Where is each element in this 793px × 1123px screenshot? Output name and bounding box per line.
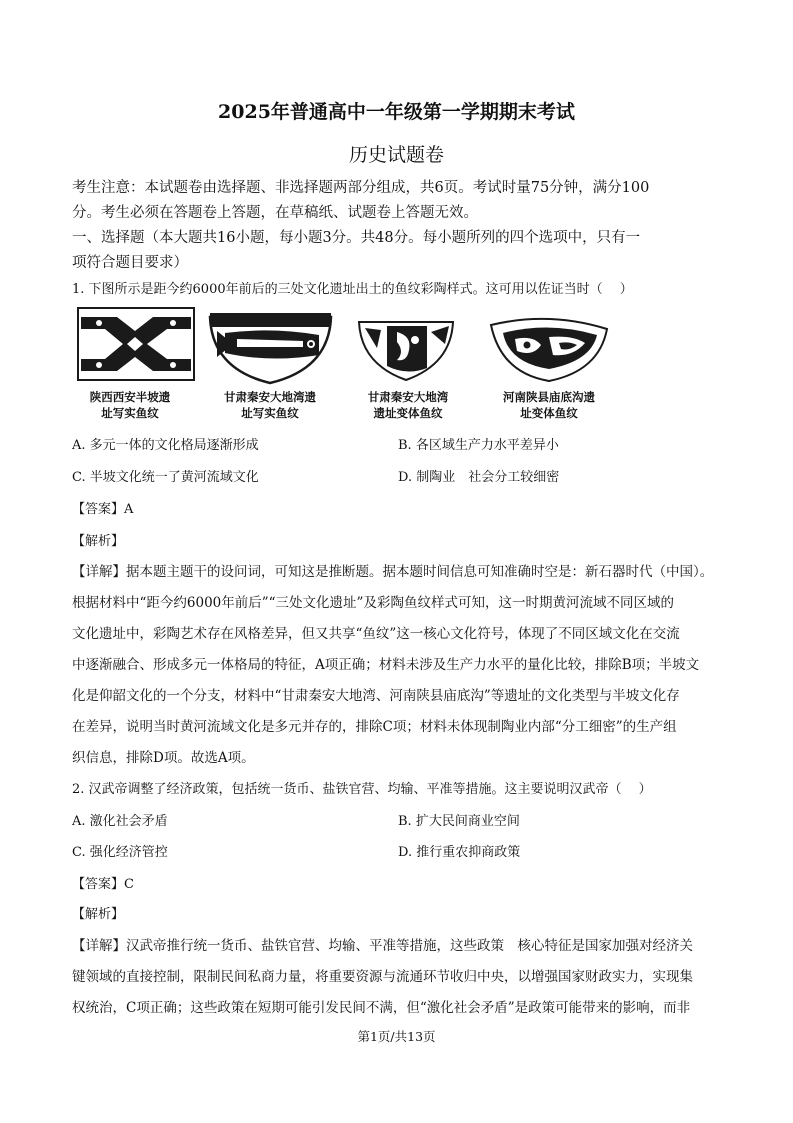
pottery-4-caption	[474, 389, 624, 421]
section-heading-line-2: 项符合题目要求）	[72, 255, 188, 271]
exam-subtitle: 历史试题卷	[348, 144, 444, 166]
fish-pattern-pottery-4-icon	[489, 317, 609, 383]
question-1-stem: 1. 下图所示是距今约6000年前后的三处文化遗址出土的鱼纹彩陶样式。这可用以佐证当时（ ）	[72, 282, 633, 297]
fish-pattern-pottery-2-icon	[207, 309, 334, 387]
pottery-3-caption-line-2: 遗址变体鱼纹	[373, 406, 443, 420]
pottery-1-caption-line-1: 陕西西安半坡遗	[89, 390, 171, 404]
pottery-4-caption-line-1: 河南陕县庙底沟遗	[503, 390, 595, 404]
pottery-2-caption	[195, 389, 345, 421]
pottery-1-caption-line-2: 址写实鱼纹	[101, 406, 159, 420]
q2-option-c: C. 强化经济管控	[72, 845, 168, 860]
q1-detail-line: 织信息，排除D项。故选A项。	[72, 750, 255, 766]
pottery-2-caption-line-2: 址写实鱼纹	[241, 406, 299, 420]
q2-answer: 【答案】C	[72, 877, 134, 892]
q1-detail-line: 在差异，说明当时黄河流域文化是多元并存的，排除C项；材料未体现制陶业内部“分工细密”的生产组	[72, 719, 677, 735]
q1-detail-line: 文化遗址中，彩陶艺术存在风格差异，但又共享“鱼纹”这一核心文化符号，体现了不同区域文化在交流	[72, 626, 680, 642]
q2-option-d: D. 推行重农抑商政策	[398, 845, 521, 860]
q1-answer: 【答案】A	[72, 502, 134, 517]
pottery-3-caption-line-1: 甘肃秦安大地湾	[367, 390, 449, 404]
pottery-3-caption	[333, 389, 483, 421]
q2-detail-line: 权统治，C项正确；这些政策在短期可能引发民间不满，但“激化社会矛盾”是政策可能带来的影响，而非	[72, 1000, 691, 1016]
q1-option-b: B. 各区域生产力水平差异小	[398, 438, 559, 453]
q2-analysis-label: 【解析】	[72, 907, 125, 922]
q2-detail-line: 键领域的直接控制，限制民间私商力量，将重要资源与流通环节收归中央，以增强国家财政实力，实现集	[72, 969, 693, 985]
pottery-4-caption-line-2: 址变体鱼纹	[520, 406, 578, 420]
exam-title: 2025年普通高中一年级第一学期期末考试	[218, 101, 575, 123]
fish-pattern-pottery-1-icon	[77, 307, 195, 381]
q2-option-b: B. 扩大民间商业空间	[398, 814, 520, 829]
q1-option-c: C. 半坡文化统一了黄河流域文化	[72, 470, 259, 485]
page-footer: 第1页/共13页	[357, 1029, 436, 1044]
q2-detail-line: 【详解】汉武帝推行统一货币、盐铁官营、均输、平准等措施，这些政策 核心特征是国家加强对经济关	[72, 938, 693, 954]
fish-pattern-pottery-3-icon	[357, 318, 455, 382]
q1-detail-line: 化是仰韶文化的一个分支，材料中“甘肃秦安大地湾、河南陕县庙底沟”等遗址的文化类型与半坡文化存	[72, 688, 680, 704]
q1-option-d: D. 制陶业 社会分工较细密	[398, 470, 560, 485]
pottery-1-caption	[55, 389, 205, 421]
q1-detail-line: 根据材料中“距今约6000年前后”“三处文化遗址”及彩陶鱼纹样式可知，这一时期黄河流域不同区域的	[72, 595, 674, 611]
q2-option-a: A. 激化社会矛盾	[72, 814, 168, 829]
q1-detail-line: 中逐渐融合、形成多元一体格局的特征，A项正确；材料未涉及生产力水平的量化比较，排除B项；半坡文	[72, 657, 700, 673]
q1-detail-line: 【详解】据本题主题干的设问词，可知这是推断题。据本题时间信息可知准确时空是：新石器时代（中国）。	[72, 564, 714, 580]
section-heading-line-1: 一、选择题（本大题共16小题，每小题3分。共48分。每小题所列的四个选项中，只有一	[72, 230, 641, 246]
notice-line-2: 分。考生必须在答题卷上答题，在草稿纸、试题卷上答题无效。	[72, 205, 478, 221]
q1-option-a: A. 多元一体的文化格局逐渐形成	[72, 438, 259, 453]
q1-analysis-label: 【解析】	[72, 534, 125, 549]
pottery-2-caption-line-1: 甘肃秦安大地湾遗	[224, 390, 316, 404]
question-2-stem: 2. 汉武帝调整了经济政策，包括统一货币、盐铁官营、均输、平准等措施。这主要说明汉武帝（ ）	[72, 782, 652, 797]
notice-line-1: 考生注意：本试题卷由选择题、非选择题两部分组成，共6页。考试时量75分钟，满分100	[72, 180, 650, 196]
